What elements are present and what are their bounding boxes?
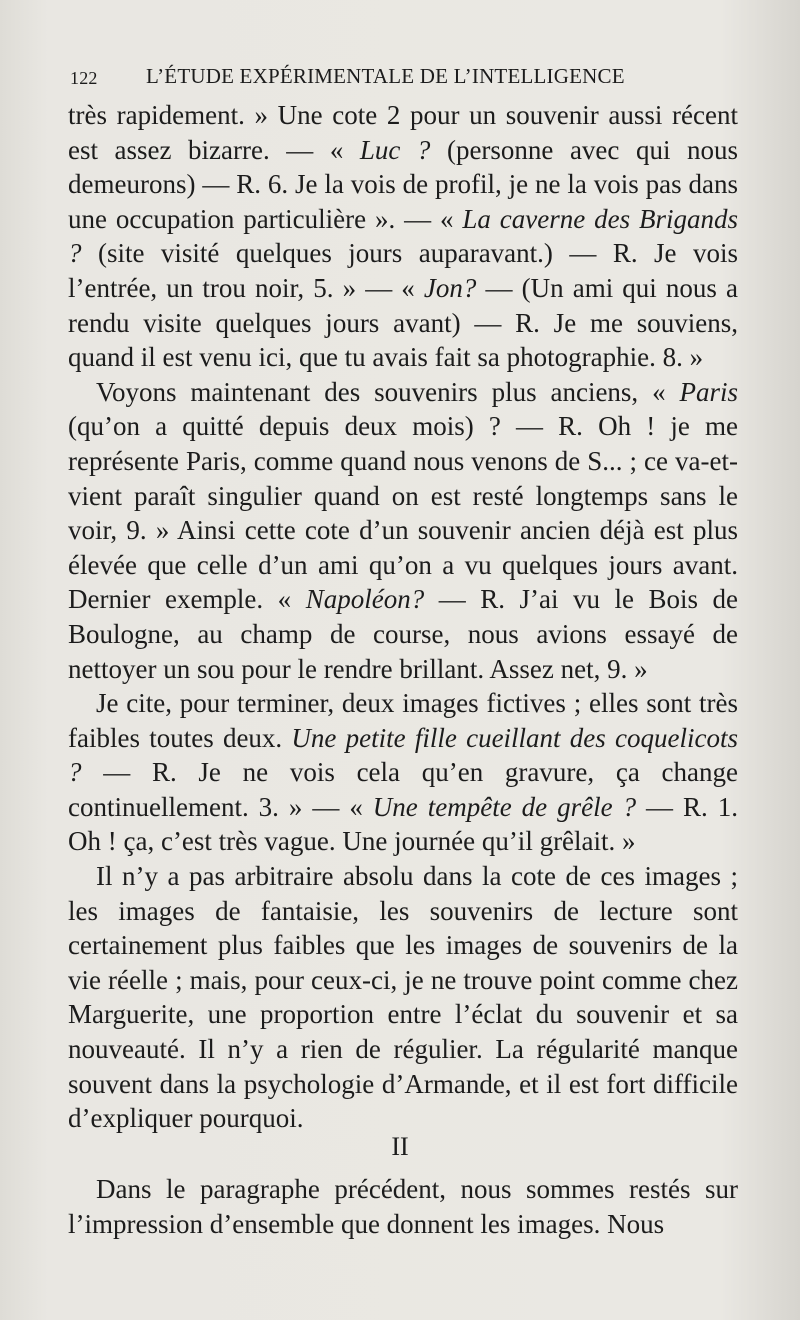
paragraph-2	[68, 375, 738, 686]
text-run: (personne avec qui nous demeurons) — R. 6. Je la vois de profil, je ne la vois pas dans une occupation particulière ». — «	[68, 134, 738, 234]
section-body	[68, 1172, 738, 1241]
body-text	[68, 98, 738, 1136]
text-run: — R. Je ne vois cela qu’en gravure, ça change continuellement. 3. » — «	[68, 757, 738, 822]
italic-run: La caverne des Brigands ?	[68, 203, 738, 269]
text-run: (qu’on a quitté depuis deux mois) ? — R. Oh ! je me représente Paris, comme quand nous venons de S... ; ce va-et-vient paraît singulier quand on est resté longtemps sans le voir, 9. » Ainsi cette cote d’un souvenir ancien déjà est plus élevée que celle d’un ami qu’on a vu quelques jours avant. Dernier exemple. «	[68, 411, 738, 615]
italic-run: Paris	[679, 376, 738, 407]
italic-run: Une petite fille cueillant des coquelicots ?	[68, 722, 738, 788]
text-run: Il n’y a pas arbitraire absolu dans la cote de ces images ; les images de fantaisie, les souvenirs de lecture sont certainement plus faibles que les images de souvenirs de la vie réelle ; mais, pour ceux-ci, je ne trouve point comme chez Marguerite, une proportion entre l’éclat du souvenir et sa nouveauté. Il n’y a rien de régulier. La régularité manque souvent dans la psychologie d’Armande, et il est fort difficile d’expliquer pourquoi.	[68, 861, 738, 1134]
italic-run: Une tempête de grêle ?	[372, 791, 637, 822]
section-paragraph: Dans le paragraphe précédent, nous sommes restés sur l’impression d’ensemble que donnent les images. Nous	[68, 1174, 738, 1239]
text-run: Je cite, pour terminer, deux images fictives ; elles sont très faibles toutes deux.	[68, 688, 738, 753]
text-run: très rapidement. » Une cote 2 pour un souvenir aussi récent est assez bizarre. — «	[68, 100, 738, 165]
paragraph-3	[68, 686, 738, 859]
paragraph-1	[68, 98, 738, 375]
text-run: (site visité quelques jours auparavant.) — R. Je vois l’entrée, un trou noir, 5. » — «	[68, 238, 738, 303]
running-title: L’ÉTUDE EXPÉRIMENTALE DE L’INTELLIGENCE	[146, 64, 625, 88]
text-run: — (Un ami qui nous a rendu visite quelques jours avant) — R. Je me souviens, quand il est venu ici, que tu avais fait sa photographie. 8. »	[68, 272, 738, 373]
italic-run: Jon?	[423, 272, 477, 303]
italic-run: Napoléon?	[305, 584, 425, 615]
page-number: 122	[70, 68, 98, 88]
running-head	[70, 64, 740, 94]
text-run: — R. 1. Oh ! ça, c’est très vague. Une journée qu’il grêlait. »	[68, 791, 738, 857]
text-run: Voyons maintenant des souvenirs plus anciens, «	[96, 376, 680, 407]
text-run: — R. J’ai vu le Bois de Boulogne, au champ de course, nous avions essayé de nettoyer un sou pour le rendre brillant. Assez net, 9. »	[68, 584, 739, 684]
section-heading: II	[391, 1132, 409, 1161]
italic-run: Luc ?	[359, 134, 431, 165]
paragraph-4	[68, 859, 738, 1136]
